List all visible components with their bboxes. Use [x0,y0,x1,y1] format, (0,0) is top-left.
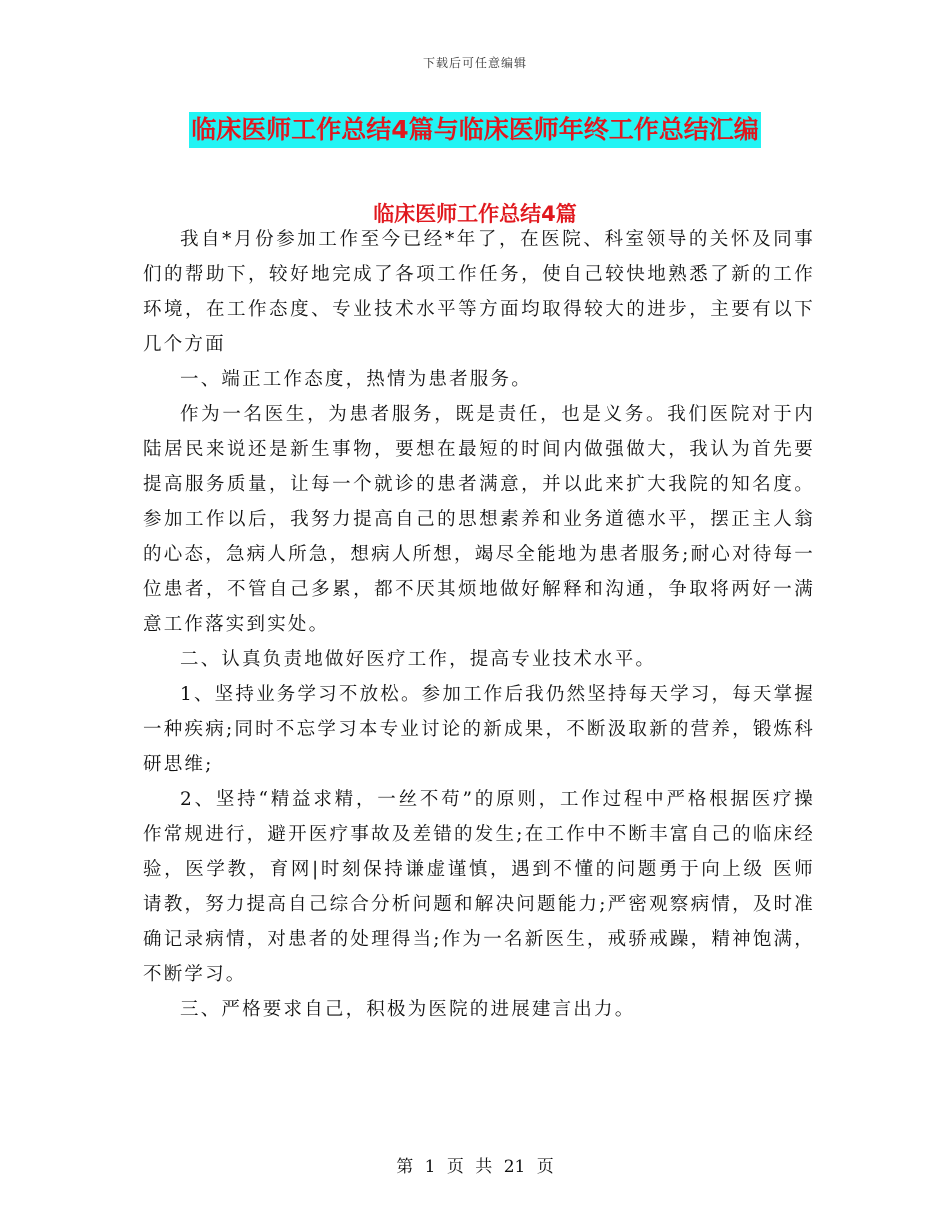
page-number-footer: 第 1 页 共 21 页 [396,1157,554,1177]
paragraph-heading-2: 二、认真负责地做好医疗工作，提高专业技术水平。 [180,649,657,670]
paragraph-heading-3: 三、严格要求自己，积极为医院的进展建言出力。 [180,999,636,1020]
main-title: 临床医师工作总结4篇与临床医师年终工作总结汇编 [189,112,760,148]
document-body [143,222,815,1027]
paragraph-service: 作为一名医生，为患者服务，既是责任，也是义务。我们医院对于内陆居民来说还是新生事物，要想在最短的时间内做强做大，我认为首先要提高服务质量，让每一个就诊的患者满意，并以此来扩大我院的知名度。参加工作以后，我努力提高自己的思想素养和业务道德水平，摆正主人翁的心态，急病人所急，想病人所想，竭尽全能地为患者服务;耐心对待每一位患者，不管自己多累，都不厌其烦地做好解释和沟通，争取将两好一满意工作落实到实处。 [143,404,815,635]
sub-title: 临床医师工作总结4篇 [373,202,577,226]
header-note: 下载后可任意编辑 [422,56,527,70]
paragraph-heading-1: 一、端正工作态度，热情为患者服务。 [180,369,532,390]
paragraph-principle: 2、坚持“精益求精，一丝不苟”的原则，工作过程中严格根据医疗操作常规进行，避开医疗事故及差错的发生;在工作中不断丰富自己的临床经验，医学教，育网|时刻保持谦虚谨慎，遇到不懂的问题勇于向上级 医师请教，努力提高自己综合分析问题和解决问题能力;严密观察病情，及时准确记录病情，对患者的处理得当;作为一名新医生，戒骄戒躁，精神饱满，不断学习。 [143,789,815,985]
paragraph-intro: 我自*月份参加工作至今已经*年了，在医院、科室领导的关怀及同事们的帮助下，较好地完成了各项工作任务，使自己较快地熟悉了新的工作环境，在工作态度、专业技术水平等方面均取得较大的进步，主要有以下几个方面 [143,229,815,355]
main-title-container [0,112,950,148]
paragraph-study: 1、坚持业务学习不放松。参加工作后我仍然坚持每天学习，每天掌握一种疾病;同时不忘学习本专业讨论的新成果，不断汲取新的营养，锻炼科研思维; [143,684,815,775]
